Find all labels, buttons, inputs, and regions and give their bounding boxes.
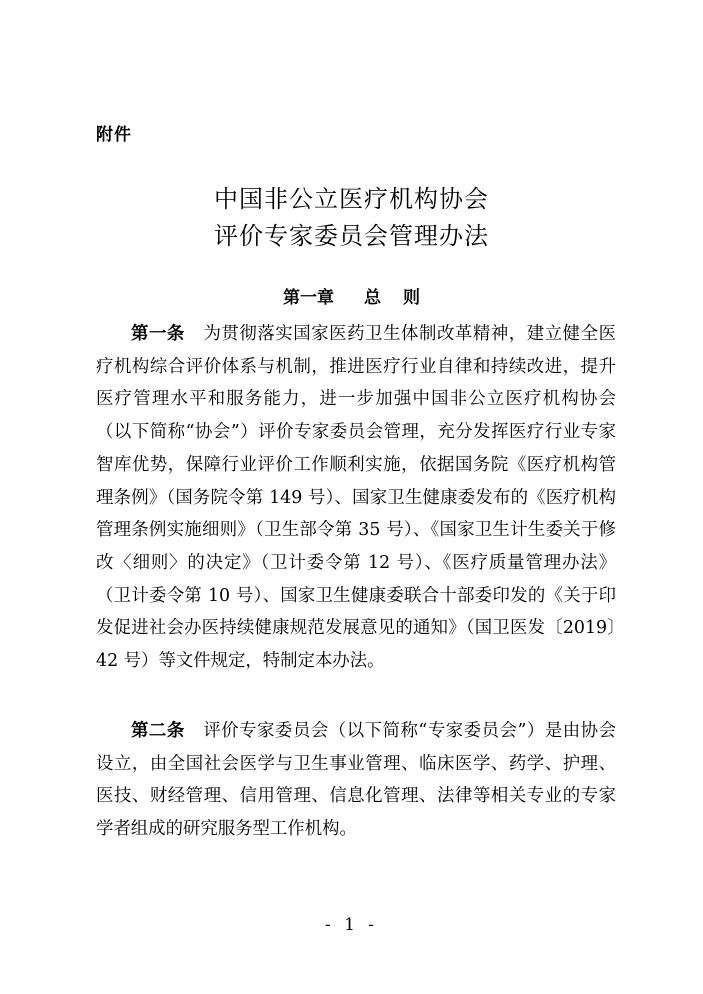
article-1-label: 第一条 (131, 324, 185, 344)
article-1 (96, 318, 616, 678)
article-2-text: 评价专家委员会（以下简称“专家委员会”）是由协会设立，由全国社会医学与卫生事业管理、临床医学、药学、护理、医技、财经管理、信用管理、信息化管理、法律等相关专业的专家学者组成的研究服务型工作机构。 (96, 721, 616, 840)
article-2-label: 第二条 (131, 721, 185, 741)
document-title-line-2: 评价专家委员会管理办法 (214, 222, 489, 250)
page-number: - 1 - (324, 915, 379, 935)
chapter-heading (0, 286, 703, 310)
chapter-name-part-2: 则 (403, 288, 420, 308)
article-1-text: 为贯彻落实国家医药卫生体制改革精神，建立健全医疗机构综合评价体系与机制，推进医疗行业自律和持续改进，提升医疗管理水平和服务能力，进一步加强中国非公立医疗机构协会（以下简称“协会”）评价专家委员会管理，充分发挥医疗行业专家智库优势，保障行业评价工作顺利实施，依据国务院《医疗机构管理条例》（国务院令第 149 号）、国家卫生健康委发布的《医疗机构管理条例实施细则》（卫生部令第 35 号）、《国家卫生计生委关于修改〈细则〉的决定》（卫计委令第 12 号）、《医疗质量管理办法》（卫计委令第 10 号）、国家卫生健康委联合十部委印发的《关于印发促进社会办医持续健康规范发展意见的通知》（国卫医发〔2019〕42 号）等文件规定，特制定本办法。 (96, 324, 616, 672)
attachment-label: 附件 (96, 125, 132, 145)
article-2 (96, 715, 616, 846)
document-title-line-1: 中国非公立医疗机构协会 (214, 185, 489, 213)
chapter-number: 第一章 (283, 288, 334, 308)
chapter-name-part-1: 总 (364, 288, 381, 308)
